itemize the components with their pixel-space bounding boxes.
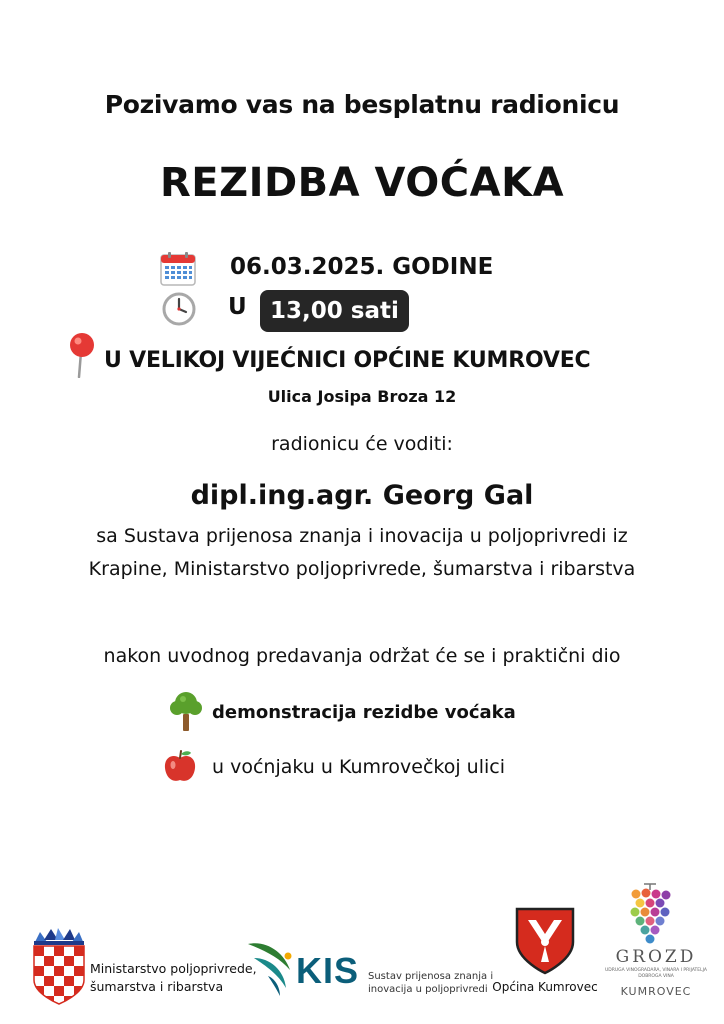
grape-cluster-logo bbox=[622, 882, 678, 944]
round-pushpin-icon bbox=[64, 332, 98, 378]
ikis-wordmark: KIS bbox=[296, 950, 360, 991]
ikis-description-line1: Sustav prijenosa znanja i bbox=[368, 971, 494, 982]
ministry-name-line1: Ministarstvo poljoprivrede, bbox=[90, 961, 257, 976]
kumrovec-coat-of-arms-logo bbox=[514, 906, 576, 976]
ikis-description-line2: inovacija u poljoprivredi bbox=[368, 984, 488, 995]
grozd-subtitle: UDRUGA VINOGRADARA, VINARA I PRIJATELJA DOBROGA VINA bbox=[605, 968, 707, 979]
ministry-name-line2: šumarstva i ribarstva bbox=[90, 979, 224, 994]
program-item-demonstration: demonstracija rezidbe voćaka bbox=[212, 702, 516, 723]
ikis-description bbox=[368, 970, 493, 996]
grozd-name: GROZD bbox=[615, 947, 697, 967]
event-location: U VELIKOJ VIJEĆNICI OPĆINE KUMROVEC bbox=[104, 348, 591, 373]
program-intro: nakon uvodnog predavanja održat će se i praktični dio bbox=[103, 645, 621, 667]
event-address: Ulica Josipa Broza 12 bbox=[267, 387, 457, 406]
croatian-coat-of-arms-logo bbox=[30, 926, 86, 1006]
lead-by-label: radionicu će voditi: bbox=[271, 433, 453, 455]
ikis-swoosh-icon bbox=[244, 936, 298, 1000]
time-badge: 13,00 sati bbox=[260, 290, 409, 332]
page-title: REZIDBA VOĆAKA bbox=[159, 160, 565, 206]
kumrovec-name: Općina Kumrovec bbox=[492, 980, 598, 994]
tree-icon bbox=[168, 690, 204, 732]
event-date: 06.03.2025. GODINE bbox=[230, 254, 494, 280]
clock-icon bbox=[162, 292, 196, 326]
apple-icon bbox=[162, 748, 198, 784]
calendar-icon bbox=[160, 252, 196, 286]
lecturer-affiliation: sa Sustava prijenosa znanja i inovacija u poljoprivredi iz Krapine, Ministarstvo poljoprivrede, šumarstva i ribarstva bbox=[88, 525, 636, 580]
grozd-place: KUMROVEC bbox=[620, 985, 692, 998]
invite-line: Pozivamo vas na besplatnu radionicu bbox=[104, 90, 620, 119]
program-item-orchard: u voćnjaku u Kumrovečkoj ulici bbox=[212, 756, 505, 778]
lecturer-name: dipl.ing.agr. Georg Gal bbox=[190, 480, 534, 511]
ikis-logo bbox=[244, 936, 364, 1000]
time-prefix: U bbox=[228, 294, 247, 320]
ministry-name bbox=[90, 960, 257, 996]
